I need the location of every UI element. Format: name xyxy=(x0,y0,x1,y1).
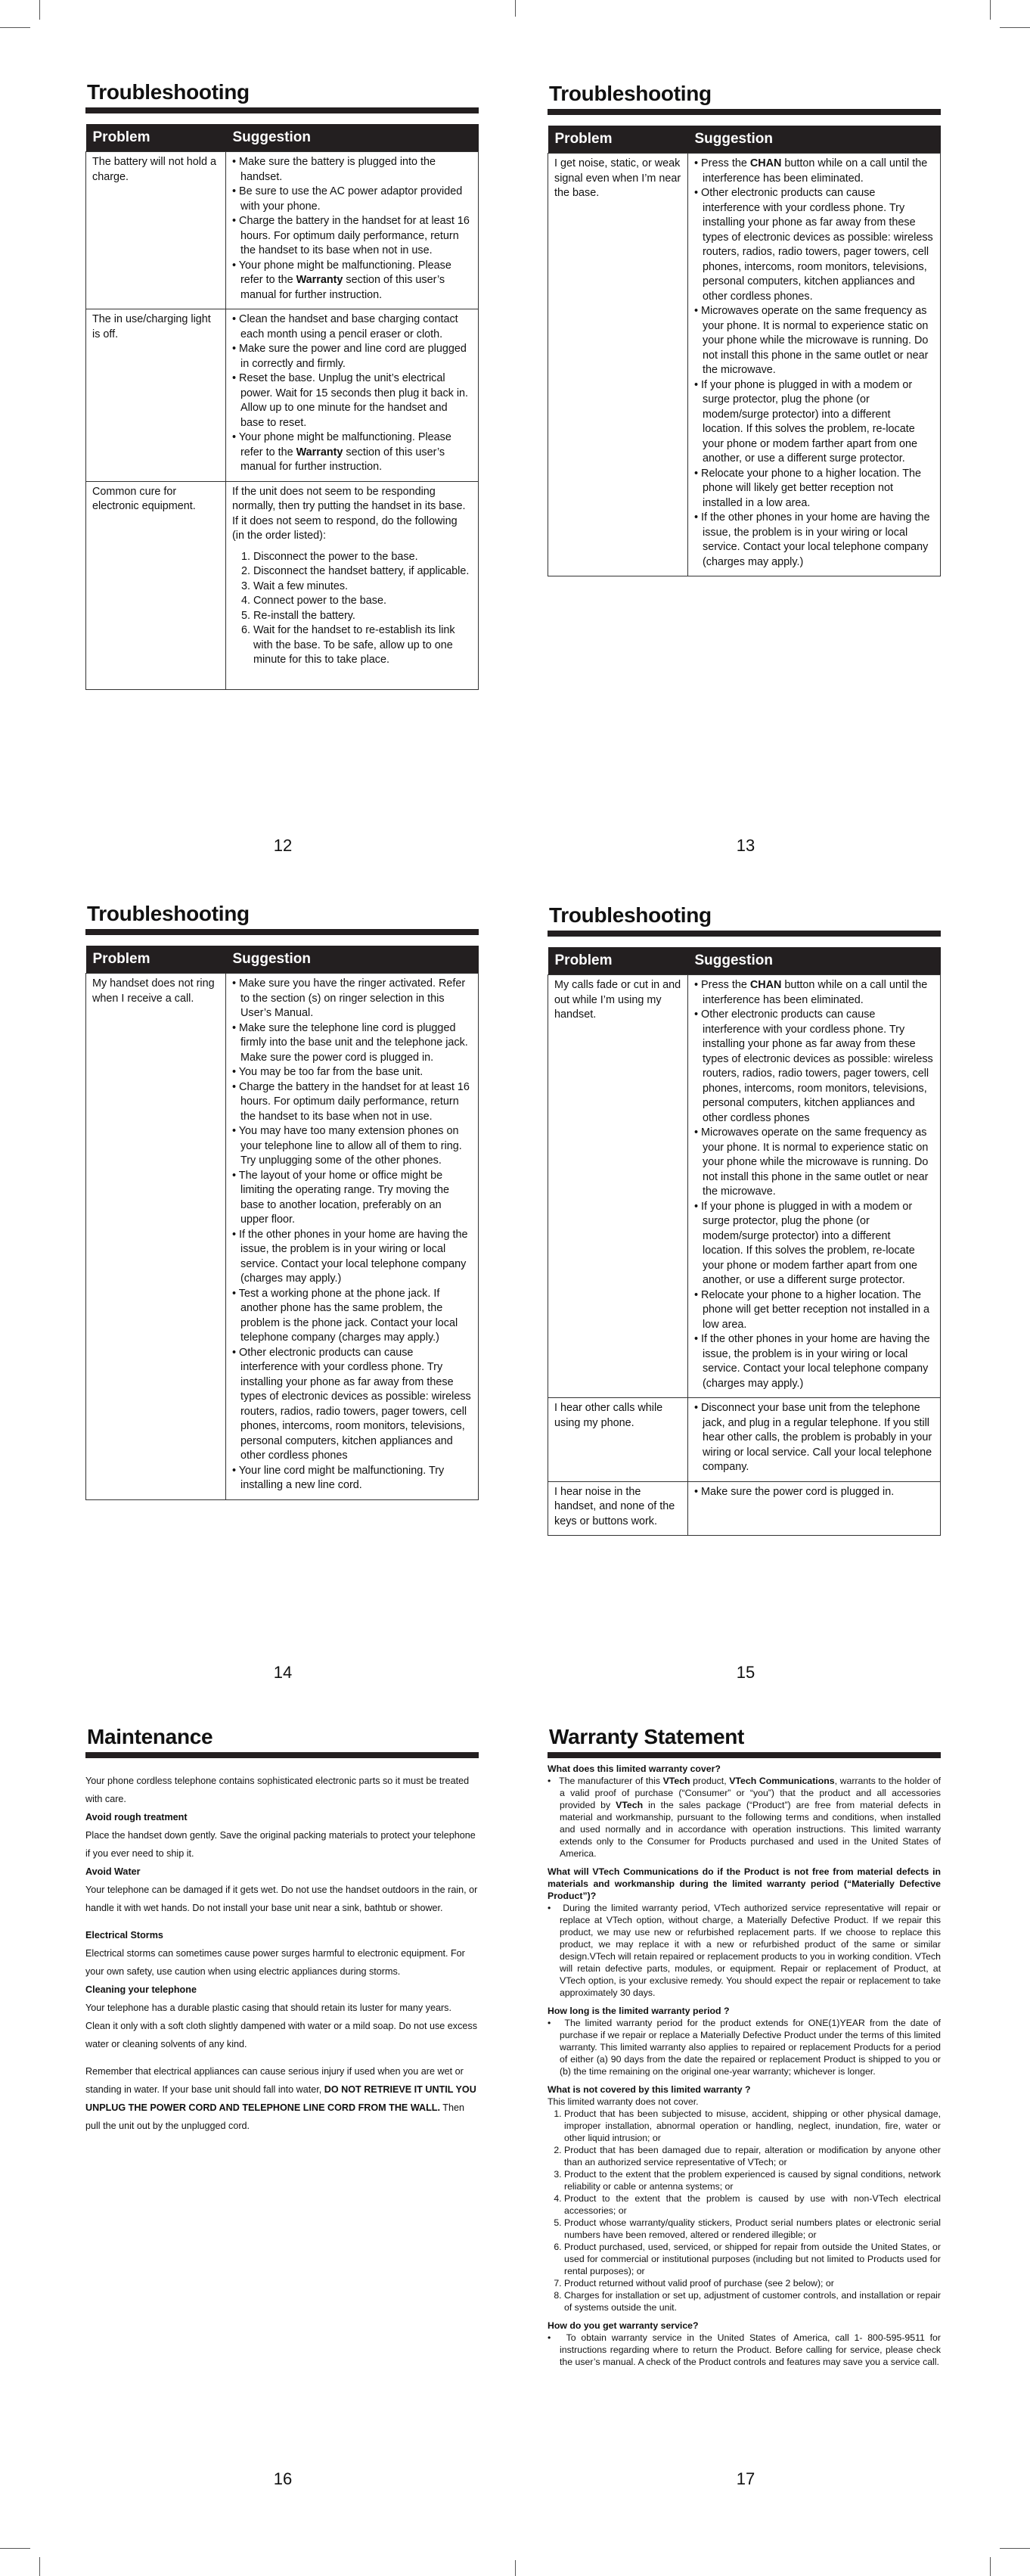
warranty-question: What will VTech Communications do if the Product is not free from material defects in materials and workmanship during the limited warranty period (“Materially Defective Product”)? xyxy=(548,1866,941,1901)
page-number: 17 xyxy=(736,2469,755,2488)
crop-mark xyxy=(1000,2548,1030,2549)
section-heading: Avoid rough treatment xyxy=(85,1812,188,1822)
suggestion-item: • The layout of your home or office might be limiting the operating range. Try moving the base to another location, preferably on an upper floor. xyxy=(232,1169,472,1228)
warranty-ref: Warranty xyxy=(296,446,343,458)
step-item: 3. Wait a few minutes. xyxy=(253,580,472,595)
text-run: Your phone might be malfunctioning. Please refer to the xyxy=(238,431,451,458)
suggestion-item: • Make sure the battery is plugged into the handset. xyxy=(232,155,472,185)
crop-mark xyxy=(39,0,40,20)
page-title: Troubleshooting xyxy=(87,80,250,104)
suggestion-cell xyxy=(688,975,941,1398)
suggestion-cell xyxy=(226,481,479,689)
crop-mark xyxy=(515,0,516,17)
suggestion-item: • Clean the handset and base charging contact each month using a pencil eraser or cloth. xyxy=(232,312,472,342)
text-run: Then pull the unit out by the unplugged cord. xyxy=(85,2102,464,2131)
page-number: 13 xyxy=(736,836,755,855)
brand-name: VTech xyxy=(662,1776,690,1786)
crop-mark xyxy=(0,27,30,28)
suggestion-item: • If the other phones in your home are having the issue, the problem is in your wiring or local service. Contact your local telephone company (charges may apply.) xyxy=(694,511,934,570)
page-12 xyxy=(85,80,479,690)
table-row xyxy=(86,152,479,309)
page-number: 12 xyxy=(273,836,293,855)
text-run: Press the xyxy=(701,157,750,169)
suggestion-item: • Charge the battery in the handset for at least 16 hours. For optimum daily performance, return the handset to its base when not in use. xyxy=(232,1080,472,1125)
suggestion-item: • Your line cord might be malfunctioning. Try installing a new line cord. xyxy=(232,1464,472,1493)
page-number: 16 xyxy=(273,2469,293,2488)
suggestion-cell xyxy=(226,309,479,482)
column-header-suggestion: Suggestion xyxy=(226,124,479,152)
suggestion-cell xyxy=(226,974,479,1500)
exclusion-item: 1. Product that has been subjected to misuse, accident, shipping or other physical damage, improper installation, abnormal operation or handling, neglect, inundation, fire, water or other liquid intrusion; or xyxy=(564,2108,941,2144)
section-heading: Electrical Storms xyxy=(85,1930,163,1941)
title-rule xyxy=(85,107,479,113)
table-row xyxy=(86,309,479,482)
suggestion-item: • You may be too far from the base unit. xyxy=(232,1065,472,1080)
section-text: Place the handset down gently. Save the original packing materials to protect your telephone if you ever need to ship it. xyxy=(85,1830,476,1859)
warranty-text xyxy=(548,1763,941,2368)
page-number: 14 xyxy=(273,1663,293,1682)
brand-name: VTech Communications xyxy=(729,1776,835,1786)
step-item: 5. Re-install the battery. xyxy=(253,609,472,624)
page-15 xyxy=(548,903,941,1536)
troubleshooting-table xyxy=(85,946,479,1500)
suggestion-item: • Be sure to use the AC power adaptor provided with your phone. xyxy=(232,185,472,214)
suggestion-item xyxy=(232,259,472,303)
step-item: 4. Connect power to the base. xyxy=(253,594,472,609)
warning-bold: DO NOT RETRIEVE IT UNTIL YOU UNPLUG THE POWER CORD AND TELEPHONE LINE CORD FROM THE WALL. xyxy=(85,2084,476,2113)
suggestion-item: • Microwaves operate on the same frequency as your phone. It is normal to experience static on your phone while the microwave is running. Do not install this phone in the same outlet or near the microwave. xyxy=(694,304,934,378)
step-item: 1. Disconnect the power to the base. xyxy=(253,550,472,565)
warranty-question: What does this limited warranty cover? xyxy=(548,1763,721,1774)
exclusion-item: 6. Product purchased, used, serviced, or shipped for repair from outside the United States, or used for commercial or institutional purposes (including but not limited to Products used for rental purposes); or xyxy=(564,2241,941,2277)
suggestion-item: • Test a working phone at the phone jack. If another phone has the same problem, the problem is the phone jack. Contact your local telephone company (charges may apply.) xyxy=(232,1287,472,1346)
exclusion-item: 4. Product to the extent that the problem is caused by use with non-VTech electrical accessories; or xyxy=(564,2192,941,2217)
suggestion-item xyxy=(694,978,934,1008)
suggestion-item: • Make sure the telephone line cord is plugged firmly into the base unit and the telephone jack. Make sure the power cord is plugged in. xyxy=(232,1021,472,1066)
suggestion-item: • Make sure you have the ringer activated. Refer to the section (s) on ringer selection in this User’s Manual. xyxy=(232,977,472,1021)
text-run: in the sales package (“Product”) are free from material defects in material and workmanship, pursuant to the following terms and conditions, when installed and used normally and in accordance with operation instructions. This limited warranty extends only to the Consumer for Products purchased and used in the United States of America. xyxy=(560,1800,941,1859)
crop-mark xyxy=(39,2557,40,2576)
page-title: Troubleshooting xyxy=(549,903,712,927)
suggestion-item: • Make sure the power and line cord are plugged in correctly and firmly. xyxy=(232,342,472,371)
suggestion-item: • Other electronic products can cause interference with your cordless phone. Try installing your phone as far away from these types of electronic devices as possible: wireless routers, radios, radio towers, pager towers, cell phones, intercoms, room monitors, televisions, personal computers, kitchen appliances and other cordless phones xyxy=(694,1008,934,1126)
table-row xyxy=(86,481,479,689)
table-row xyxy=(548,975,941,1398)
suggestion-cell xyxy=(688,154,941,576)
column-header-suggestion: Suggestion xyxy=(226,946,479,974)
warranty-answer: This limited warranty does not cover. xyxy=(548,2096,699,2107)
problem-cell: Common cure for electronic equipment. xyxy=(86,481,226,689)
page-title: Maintenance xyxy=(87,1725,213,1748)
exclusion-item: 8. Charges for installation or set up, adjustment of customer controls, and installation or repair of systems outside the unit. xyxy=(564,2289,941,2313)
step-item: 6. Wait for the handset to re-establish its link with the base. To be safe, allow up to one minute for this to take place. xyxy=(253,623,472,668)
crop-mark xyxy=(515,2560,516,2576)
warranty-question: How do you get warranty service? xyxy=(548,2320,699,2331)
suggestion-item: • Other electronic products can cause interference with your cordless phone. Try installing your phone as far away from these types of electronic devices as possible: wireless routers, radios, radio towers, pager towers, cell phones, intercoms, room monitors, televisions, personal computers, kitchen appliances and other cordless phones. xyxy=(694,186,934,304)
troubleshooting-table xyxy=(548,126,941,576)
suggestion-item: • Microwaves operate on the same frequency as your phone. It is normal to experience static on your phone while the microwave is running. Do not install this phone in the same outlet or near the microwave. xyxy=(694,1126,934,1200)
section-text: Your telephone can be damaged if it gets wet. Do not use the handset outdoors in the rain, or handle it with wet hands. Do not install your base unit near a sink, bathtub or shower. xyxy=(85,1885,478,1913)
suggestion-intro: If the unit does not seem to be responding normally, then try putting the handset in its base. If it does not seem to respond, do the following (in the order listed): xyxy=(232,485,466,542)
text-run: section of this user’s manual for further instruction. xyxy=(240,446,445,473)
column-header-suggestion: Suggestion xyxy=(688,126,941,154)
chan-button-ref: CHAN xyxy=(749,157,782,169)
problem-cell: I get noise, static, or weak signal even when I’m near the base. xyxy=(548,154,688,576)
troubleshooting-table xyxy=(85,124,479,690)
section-heading: Cleaning your telephone xyxy=(85,1984,197,1995)
problem-cell: My calls fade or cut in and out while I’m using my handset. xyxy=(548,975,688,1398)
suggestion-item: • If the other phones in your home are having the issue, the problem is in your wiring or local service. Contact your local telephone company (charges may apply.) xyxy=(232,1228,472,1287)
title-rule xyxy=(85,929,479,935)
title-rule xyxy=(548,109,941,115)
warranty-answer: • The limited warranty period for the product extends for ONE(1)YEAR from the date of purchase if we repair or replace a Materially Defective Product under the terms of this limited warranty. This limited warranty also applies to repaired or replacement Products for a period of either (a) 90 days from the date the repaired or replacement Product is shipped to you or (b) the time remaining on the original one-year warranty; whichever is longer. xyxy=(548,2017,941,2077)
column-header-suggestion: Suggestion xyxy=(688,947,941,975)
section-text: Your telephone has a durable plastic casing that should retain its luster for many years. Clean it only with a soft cloth slightly dampened with water or a mild soap. Do not use excess water or cleaning solvents of any kind. xyxy=(85,2003,477,2049)
exclusion-item: 3. Product to the extent that the problem experienced is caused by signal conditions, network reliability or cable or antenna systems; or xyxy=(564,2168,941,2192)
text-run: product, xyxy=(690,1776,730,1786)
page-17 xyxy=(548,1725,941,2368)
exclusion-item: 7. Product returned without valid proof of purchase (see 2 below); or xyxy=(564,2277,941,2289)
brand-name: VTech xyxy=(616,1800,644,1810)
suggestion-item xyxy=(694,157,934,186)
page-title: Troubleshooting xyxy=(549,82,712,105)
warranty-question: How long is the limited warranty period ? xyxy=(548,2006,730,2016)
problem-cell: I hear other calls while using my phone. xyxy=(548,1398,688,1482)
exclusion-item: 5. Product whose warranty/quality stickers, Product serial numbers plates or electronic serial numbers have been removed, altered or rendered illegible; or xyxy=(564,2217,941,2241)
column-header-problem: Problem xyxy=(548,126,688,154)
text-run: , warrants to the holder of a valid proof of purchase (“Consumer” or “you”) that the product and all accessories provided by xyxy=(560,1776,941,1810)
suggestion-item: • Relocate your phone to a higher location. The phone will get better reception not installed in a low area. xyxy=(694,1288,934,1333)
text-run: Remember that electrical appliances can cause serious injury if used when you are wet or standing in water. If your base unit should fall into water, xyxy=(85,2066,464,2095)
problem-cell: The battery will not hold a charge. xyxy=(86,152,226,309)
table-row xyxy=(86,974,479,1500)
suggestion-item: • Disconnect your base unit from the telephone jack, and plug in a regular telephone. If you still hear other calls, the problem is probably in your wiring or local service. Call your local telephone company. xyxy=(694,1401,934,1475)
section-heading: Avoid Water xyxy=(85,1866,141,1877)
maintenance-warning xyxy=(85,2062,479,2135)
step-item: 2. Disconnect the handset battery, if applicable. xyxy=(253,564,472,580)
crop-mark xyxy=(990,2557,991,2576)
warranty-answer: • During the limited warranty period, VTech authorized service representative will repair or replace at VTech option, without charge, a Materially Defective Product. If we repair this product, we may use new or refurbished replacement parts. If we choose to replace this product, we may replace it with a new or refurbished product of the same or similar design.VTech will retain repaired or replacement products to you in working condition. VTech will retain defective parts, modules, or equipment. Repair or replacement of Product, at VTech option, is your exclusive remedy. You should expect the repair or replacement to take approximately 30 days. xyxy=(548,1902,941,1999)
page-14 xyxy=(85,902,479,1500)
page-13 xyxy=(548,82,941,576)
problem-cell: I hear noise in the handset, and none of the keys or buttons work. xyxy=(548,1481,688,1536)
text-run: button while on a call until the interference has been eliminated. xyxy=(703,979,928,1006)
title-rule xyxy=(548,1752,941,1758)
suggestion-item xyxy=(232,430,472,475)
table-row xyxy=(548,154,941,576)
crop-mark xyxy=(0,2548,30,2549)
suggestion-item: • If your phone is plugged in with a modem or surge protector, plug the phone (or modem/surge protector) into a different location. If this solves the problem, re-locate your phone or modem farther apart from one another, or use a different surge protector. xyxy=(694,378,934,467)
suggestion-item: • If your phone is plugged in with a modem or surge protector, plug the phone (or modem/surge protector) into a different location. If this solves the problem, re-locate your phone or modem farther apart from one another, or use a different surge protector. xyxy=(694,1200,934,1288)
crop-mark xyxy=(990,0,991,20)
chan-button-ref: CHAN xyxy=(749,979,782,991)
maintenance-intro: Your phone cordless telephone contains sophisticated electronic parts so it must be treated with care. xyxy=(85,1776,470,1804)
problem-cell: The in use/charging light is off. xyxy=(86,309,226,482)
suggestion-cell xyxy=(688,1398,941,1482)
warranty-answer xyxy=(548,1775,941,1860)
troubleshooting-table xyxy=(548,947,941,1536)
suggestion-cell xyxy=(688,1481,941,1536)
suggestion-item: • Other electronic products can cause interference with your cordless phone. Try installing your phone as far away from these types of electronic devices as possible: wireless routers, radios, radio towers, pager towers, cell phones, intercoms, room monitors, televisions, personal computers, kitchen appliances and other cordless phones xyxy=(232,1346,472,1464)
suggestion-item: • You may have too many extension phones on your telephone line to allow all of them to ring. Try unplugging some of the other phones. xyxy=(232,1124,472,1169)
warranty-question: What is not covered by this limited warranty ? xyxy=(548,2084,751,2095)
warranty-answer: • To obtain warranty service in the United States of America, call 1- 800-595-9511 for instructions regarding where to return the Product. Before calling for service, please check the user’s manual. A check of the Product controls and features may save you a service call. xyxy=(548,2332,941,2368)
column-header-problem: Problem xyxy=(548,947,688,975)
column-header-problem: Problem xyxy=(86,124,226,152)
page-title: Troubleshooting xyxy=(87,902,250,925)
text-run: The manufacturer of this xyxy=(559,1776,663,1786)
page-16 xyxy=(85,1725,479,2135)
suggestion-item: • Make sure the power cord is plugged in. xyxy=(694,1485,934,1500)
section-text: Electrical storms can sometimes cause power surges harmful to electronic equipment. For your own safety, use caution when using electric appliances during storms. xyxy=(85,1948,465,1977)
text-run: button while on a call until the interference has been eliminated. xyxy=(703,157,928,185)
suggestion-cell xyxy=(226,152,479,309)
table-row xyxy=(548,1481,941,1536)
column-header-problem: Problem xyxy=(86,946,226,974)
suggestion-item: • Relocate your phone to a higher location. The phone will likely get better reception not installed in a low area. xyxy=(694,467,934,511)
text-run: Your phone might be malfunctioning. Please refer to the xyxy=(238,259,451,286)
problem-cell: My handset does not ring when I receive a call. xyxy=(86,974,226,1500)
page-title: Warranty Statement xyxy=(549,1725,745,1748)
text-run: section of this user’s manual for further instruction. xyxy=(240,274,445,301)
suggestion-item: • If the other phones in your home are having the issue, the problem is in your wiring or local service. Contact your local telephone company (charges may apply.) xyxy=(694,1332,934,1391)
title-rule xyxy=(85,1752,479,1758)
exclusion-item: 2. Product that has been damaged due to repair, alteration or modification by anyone other than an authorized service representative of VTech; or xyxy=(564,2144,941,2168)
suggestion-item: • Reset the base. Unplug the unit’s electrical power. Wait for 15 seconds then plug it back in. Allow up to one minute for the handset and base to reset. xyxy=(232,371,472,430)
warranty-ref: Warranty xyxy=(296,274,343,286)
suggestion-item: • Charge the battery in the handset for at least 16 hours. For optimum daily performance, return the handset to its base when not in use. xyxy=(232,214,472,259)
table-row xyxy=(548,1398,941,1482)
page-number: 15 xyxy=(736,1663,755,1682)
crop-mark xyxy=(1000,27,1030,28)
title-rule xyxy=(548,931,941,937)
text-run: Press the xyxy=(701,979,750,991)
maintenance-text xyxy=(85,1772,479,2135)
